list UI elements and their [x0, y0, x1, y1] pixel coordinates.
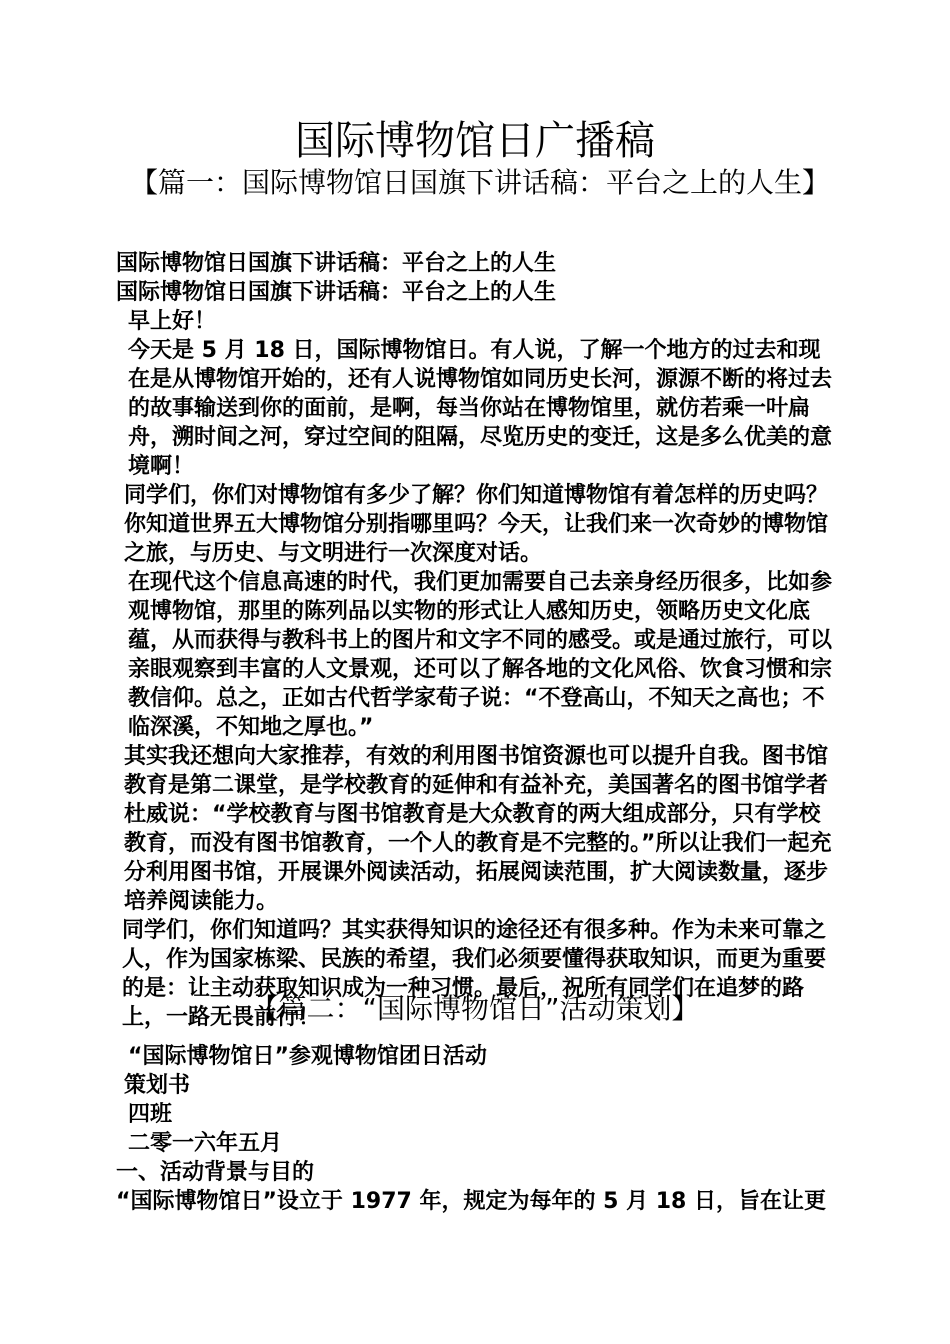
section-1-heading: 【篇一：国际博物馆日国旗下讲话稿：平台之上的人生】	[130, 166, 831, 199]
paragraph: 一、活动背景与目的	[116, 1160, 315, 1185]
section-2-heading: 【篇二：“国际博物馆日”活动策划】	[250, 992, 700, 1025]
section-2-body	[116, 1042, 838, 1216]
section-1-body	[116, 249, 838, 1032]
paragraph: 国际博物馆日国旗下讲话稿：平台之上的人生	[116, 280, 557, 305]
paragraph: 同学们，你们知道吗？其实获得知识的途径还有很多种。作为未来可靠之人，作为国家栋梁、民族的希望，我们必须要懂得获取知识，而更为重要的是：让主动获取知识成为一种习惯。最后，祝所有同学们在追梦的路上，一路无畏前行！	[122, 918, 827, 1030]
paragraph: 同学们，你们对博物馆有多少了解？你们知道博物馆有着怎样的历史吗？你知道世界五大博物馆分别指哪里吗？今天，让我们来一次奇妙的博物馆之旅，与历史、与文明进行一次深度对话。	[124, 483, 829, 566]
paragraph: 在现代这个信息高速的时代，我们更加需要自己去亲身经历很多，比如参观博物馆，那里的陈列品以实物的形式让人感知历史，领略历史文化底蕴，从而获得与教科书上的图片和文字不同的感受。或是通过旅行，可以亲眼观察到丰富的人文景观，还可以了解各地的文化风俗、饮食习惯和宗教信仰。总之，正如古代哲学家荀子说：“不登高山，不知天之高也；不临深溪，不知地之厚也。”	[128, 570, 833, 740]
paragraph: “国际博物馆日”参观博物馆团日活动	[128, 1044, 487, 1069]
paragraph: 二零一六年五月	[128, 1131, 283, 1156]
paragraph: 国际博物馆日国旗下讲话稿：平台之上的人生	[116, 251, 557, 276]
paragraph: 今天是 5 月 18 日，国际博物馆日。有人说，了解一个地方的过去和现在是从博物馆开始的，还有人说博物馆如同历史长河，源源不断的将过去的故事输送到你的面前，是啊，每当你站在博物馆里，就仿若乘一叶扁舟，溯时间之河，穿过空间的阻隔，尽览历史的变迁，这是多么优美的意境啊！	[128, 338, 833, 479]
document-title: 国际博物馆日广播稿	[295, 118, 655, 164]
paragraph: “国际博物馆日”设立于 1977 年，规定为每年的 5 月 18 日，旨在让更	[116, 1189, 827, 1214]
paragraph: 四班	[128, 1102, 173, 1127]
paragraph: 其实我还想向大家推荐，有效的利用图书馆资源也可以提升自我。图书馆教育是第二课堂，是学校教育的延伸和有益补充，美国著名的图书馆学者杜威说：“学校教育与图书馆教育是大众教育的两大组成部分，只有学校教育，而没有图书馆教育，一个人的教育是不完整的。”所以让我们一起充分利用图书馆，开展课外阅读活动，拓展阅读范围，扩大阅读数量，逐步培养阅读能力。	[124, 744, 832, 914]
paragraph: 早上好！	[128, 309, 217, 334]
paragraph: 策划书	[124, 1073, 191, 1098]
